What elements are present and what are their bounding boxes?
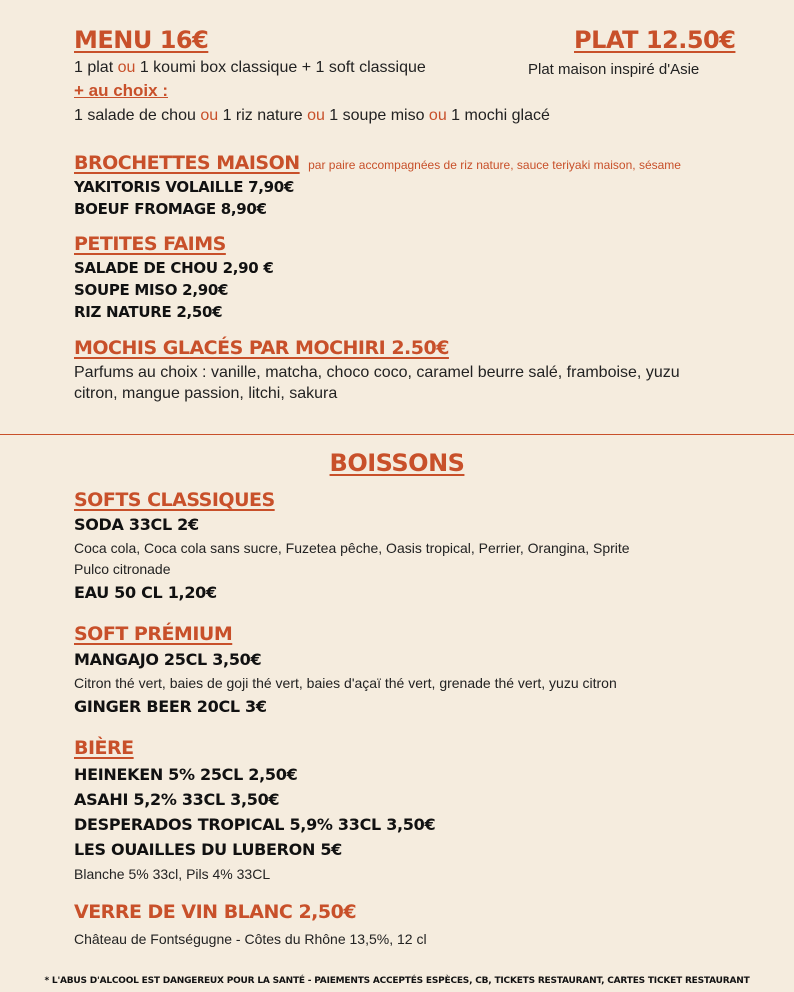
mochis-flavors-line-2: citron, mangue passion, litchi, sakura bbox=[74, 385, 338, 402]
menu-item: DESPERADOS TROPICAL 5,9% 33CL 3,50€ bbox=[74, 815, 436, 834]
vin-title: VERRE DE VIN BLANC 2,50€ bbox=[74, 901, 357, 923]
menu-item: SOUPE MISO 2,90€ bbox=[74, 281, 229, 299]
mangajo-description: Citron thé vert, baies de goji thé vert, baies d'açaï thé vert, grenade thé vert, yuzu citron bbox=[74, 675, 617, 691]
mochis-flavors-line-1: Parfums au choix : vanille, matcha, choco coco, caramel beurre salé, framboise, yuzu bbox=[74, 364, 680, 381]
biere-title: BIÈRE bbox=[74, 737, 134, 759]
menu-line-1-part: 1 koumi box classique + 1 soft classique bbox=[135, 59, 426, 76]
menu-item: SALADE DE CHOU 2,90 € bbox=[74, 259, 274, 277]
or-word: ou bbox=[307, 107, 325, 124]
brochettes-header bbox=[74, 152, 681, 174]
menu-item: YAKITORIS VOLAILLE 7,90€ bbox=[74, 178, 295, 196]
menu-item: ASAHI 5,2% 33CL 3,50€ bbox=[74, 790, 280, 809]
menu-line-2-part: 1 riz nature bbox=[218, 107, 308, 124]
menu-line-2-part: 1 salade de chou bbox=[74, 107, 201, 124]
mochis-title: MOCHIS GLACÉS PAR MOCHIRI 2.50€ bbox=[74, 337, 449, 359]
menu-line-1-part: 1 plat bbox=[74, 59, 118, 76]
au-choix-label: + au choix : bbox=[74, 81, 168, 100]
ouailles-description: Blanche 5% 33cl, Pils 4% 33CL bbox=[74, 866, 271, 882]
menu-line-2 bbox=[74, 107, 550, 125]
menu-line-1 bbox=[74, 59, 426, 77]
or-word: ou bbox=[428, 107, 447, 124]
boissons-heading bbox=[0, 449, 794, 477]
section-divider bbox=[0, 434, 794, 435]
menu-title: MENU 16€ bbox=[74, 26, 209, 54]
soda-description-1: Coca cola, Coca cola sans sucre, Fuzetea pêche, Oasis tropical, Perrier, Orangina, Sprite bbox=[74, 540, 630, 556]
menu-item: MANGAJO 25CL 3,50€ bbox=[74, 650, 262, 669]
vin-description: Château de Fontségugne - Côtes du Rhône 13,5%, 12 cl bbox=[74, 931, 427, 947]
brochettes-note: par paire accompagnées de riz nature, sauce teriyaki maison, sésame bbox=[308, 158, 681, 172]
plat-description: Plat maison inspiré d'Asie bbox=[528, 61, 700, 78]
menu-item: SODA 33CL 2€ bbox=[74, 515, 199, 534]
or-word: ou bbox=[200, 107, 219, 124]
softs-classiques-title: SOFTS CLASSIQUES bbox=[74, 489, 275, 511]
menu-item: BOEUF FROMAGE 8,90€ bbox=[74, 200, 267, 218]
menu-item: GINGER BEER 20CL 3€ bbox=[74, 697, 267, 716]
menu-line-2-part: 1 mochi glacé bbox=[446, 107, 550, 124]
menu-item: EAU 50 CL 1,20€ bbox=[74, 583, 217, 602]
menu-item: HEINEKEN 5% 25CL 2,50€ bbox=[74, 765, 298, 784]
soft-premium-title: SOFT PRÉMIUM bbox=[74, 623, 233, 645]
plat-title: PLAT 12.50€ bbox=[574, 26, 736, 54]
boissons-title: BOISSONS bbox=[329, 449, 465, 477]
or-word: ou bbox=[117, 59, 136, 76]
footer-disclaimer: * L'ABUS D'ALCOOL EST DANGEREUX POUR LA SANTÉ - PAIEMENTS ACCEPTÉS ESPÈCES, CB, TICKETS RESTAURANT, CARTES TICKET RESTAURANT bbox=[44, 976, 750, 986]
petites-faims-title: PETITES FAIMS bbox=[74, 233, 226, 255]
brochettes-title: BROCHETTES MAISON bbox=[74, 152, 300, 174]
menu-item: LES OUAILLES DU LUBERON 5€ bbox=[74, 840, 343, 859]
menu-line-2-part: 1 soupe miso bbox=[324, 107, 429, 124]
soda-description-2: Pulco citronade bbox=[74, 561, 171, 577]
menu-item: RIZ NATURE 2,50€ bbox=[74, 303, 223, 321]
